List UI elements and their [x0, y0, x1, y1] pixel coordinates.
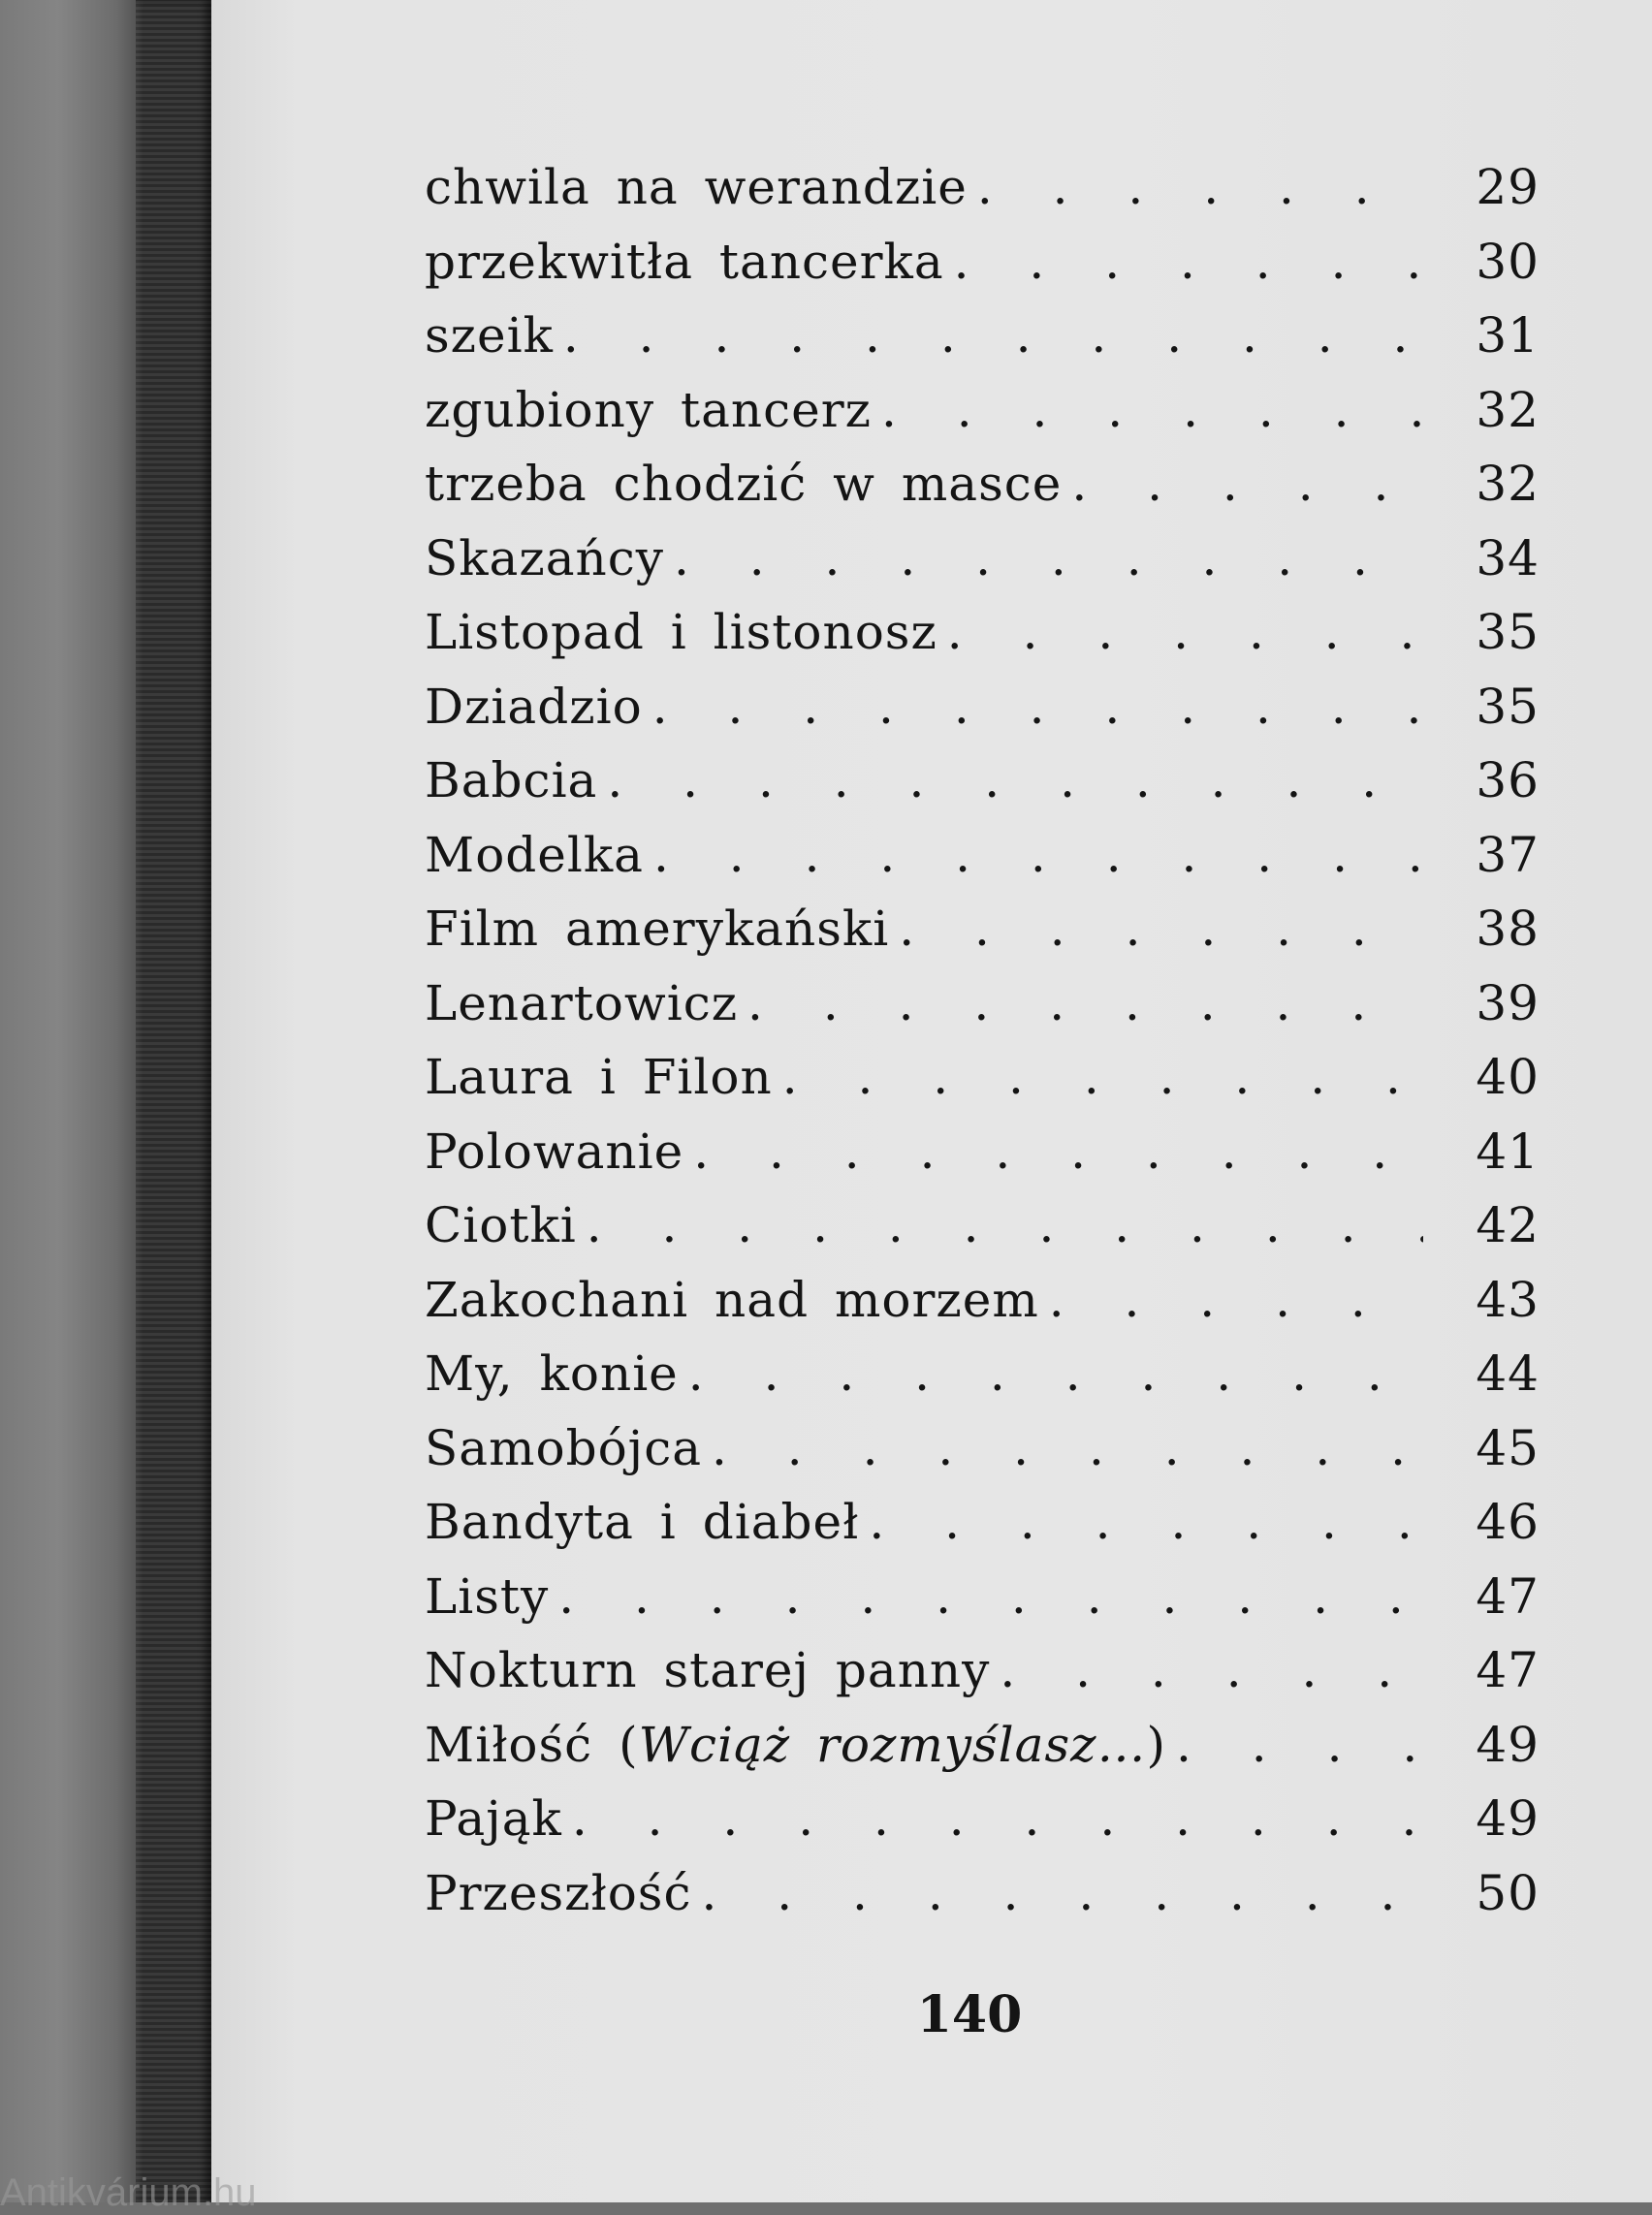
toc-entry: [425, 752, 1540, 827]
toc-entry: [425, 679, 1540, 753]
dot-leader: [587, 1197, 1423, 1253]
toc-entry: [425, 1865, 1540, 1940]
toc-title: Pająk: [425, 1790, 562, 1847]
toc-title: Film amerykański: [425, 901, 890, 957]
toc-page-number: 32: [1476, 456, 1540, 512]
toc-entry: [425, 1420, 1540, 1495]
toc-entry: [425, 1049, 1540, 1123]
toc-page-number: 30: [1476, 233, 1540, 290]
toc-page-number: 43: [1476, 1271, 1540, 1328]
toc-entry: [425, 1717, 1540, 1791]
table-of-contents: [425, 159, 1540, 1939]
toc-entry: [425, 1494, 1540, 1568]
dot-leader: [688, 1345, 1423, 1402]
dot-leader: [563, 307, 1423, 364]
dot-leader: [701, 1865, 1423, 1921]
watermark: Antikvárium.hu: [0, 2171, 257, 2214]
dot-leader: [1049, 1272, 1423, 1328]
toc-page-number: 32: [1476, 381, 1540, 438]
toc-title: Listopad i listonosz: [425, 604, 937, 660]
dot-leader: [1176, 1717, 1423, 1773]
toc-entry: [425, 1272, 1540, 1346]
toc-page-number: 31: [1476, 307, 1540, 364]
toc-entry: [425, 159, 1540, 234]
toc-entry: [425, 307, 1540, 382]
dot-leader: [712, 1420, 1423, 1476]
dot-leader: [558, 1568, 1423, 1625]
toc-page-number: 35: [1476, 678, 1540, 735]
toc-page-number: 37: [1476, 826, 1540, 883]
dot-leader: [653, 827, 1423, 883]
page-number: 140: [916, 1985, 1023, 2044]
dot-leader: [977, 159, 1423, 215]
dot-leader: [747, 975, 1423, 1031]
dot-leader: [869, 1494, 1423, 1550]
toc-title: Lenartowicz: [425, 974, 739, 1031]
toc-title: Laura i Filon: [425, 1049, 773, 1105]
dot-leader: [1071, 456, 1423, 512]
toc-entry: [425, 1642, 1540, 1717]
toc-title: Dziadzio: [425, 678, 643, 735]
toc-title: Modelka: [425, 826, 644, 883]
toc-entry: [425, 1568, 1540, 1643]
toc-page-number: 45: [1476, 1419, 1540, 1476]
toc-page-number: 44: [1476, 1345, 1540, 1402]
toc-entry: [425, 456, 1540, 530]
dot-leader: [947, 604, 1423, 660]
toc-title: Ciotki: [425, 1197, 577, 1253]
toc-entry: [425, 1123, 1540, 1198]
toc-title: Przeszłość: [425, 1864, 692, 1921]
toc-title: My, konie: [425, 1345, 679, 1402]
dot-leader: [881, 382, 1423, 438]
toc-page-number: 47: [1476, 1567, 1540, 1625]
toc-title: Babcia: [425, 752, 598, 808]
toc-title: chwila na werandzie: [425, 159, 968, 215]
toc-page-number: 42: [1476, 1197, 1540, 1253]
toc-title: Polowanie: [425, 1123, 684, 1180]
toc-title: Nokturn starej panny: [425, 1642, 991, 1698]
toc-title: Listy: [425, 1567, 550, 1625]
toc-entry: [425, 234, 1540, 308]
toc-title: przekwitła tancerka: [425, 233, 944, 290]
toc-page-number: 35: [1476, 604, 1540, 660]
toc-title: Samobójca: [425, 1419, 703, 1476]
toc-page-number: 29: [1476, 159, 1540, 215]
toc-title: zgubiony tancerz: [425, 381, 872, 438]
toc-page-number: 50: [1476, 1864, 1540, 1921]
dot-leader: [899, 901, 1423, 957]
toc-page-number: 46: [1476, 1494, 1540, 1550]
toc-title: Zakochani nad morzem: [425, 1271, 1039, 1328]
toc-entry: [425, 1790, 1540, 1865]
toc-title: Miłość (Wciąż rozmyślasz…): [425, 1716, 1166, 1773]
toc-page-number: 34: [1476, 529, 1540, 586]
toc-entry: [425, 604, 1540, 679]
toc-page-number: 40: [1476, 1049, 1540, 1105]
dot-leader: [607, 752, 1423, 808]
dot-leader: [1000, 1642, 1423, 1698]
dot-leader: [652, 679, 1423, 735]
book-cover-edge: [0, 0, 145, 2202]
dot-leader: [572, 1790, 1423, 1847]
toc-page-number: 49: [1476, 1790, 1540, 1847]
toc-entry: [425, 1197, 1540, 1272]
toc-title-italic: Wciąż rozmyślasz…: [638, 1716, 1147, 1773]
toc-entry: [425, 1345, 1540, 1420]
book-spine: [136, 0, 211, 2202]
toc-title: trzeba chodzić w masce: [425, 456, 1063, 512]
toc-title: Bandyta i diabeł: [425, 1494, 860, 1550]
toc-page-number: 49: [1476, 1716, 1540, 1773]
dot-leader: [782, 1049, 1423, 1105]
toc-page-number: 39: [1476, 974, 1540, 1031]
dot-leader: [954, 234, 1423, 290]
toc-page-number: 47: [1476, 1642, 1540, 1698]
toc-page-number: 36: [1476, 752, 1540, 808]
toc-entry: [425, 382, 1540, 457]
toc-page-number: 38: [1476, 901, 1540, 957]
toc-entry: [425, 975, 1540, 1050]
toc-title-main: Miłość: [425, 1716, 593, 1773]
toc-page-number: 41: [1476, 1123, 1540, 1180]
dot-leader: [693, 1123, 1423, 1180]
toc-title: Skazańcy: [425, 529, 664, 586]
toc-entry: [425, 827, 1540, 902]
toc-entry: [425, 530, 1540, 605]
dot-leader: [674, 530, 1423, 586]
toc-entry: [425, 901, 1540, 975]
toc-title: szeik: [425, 307, 554, 364]
